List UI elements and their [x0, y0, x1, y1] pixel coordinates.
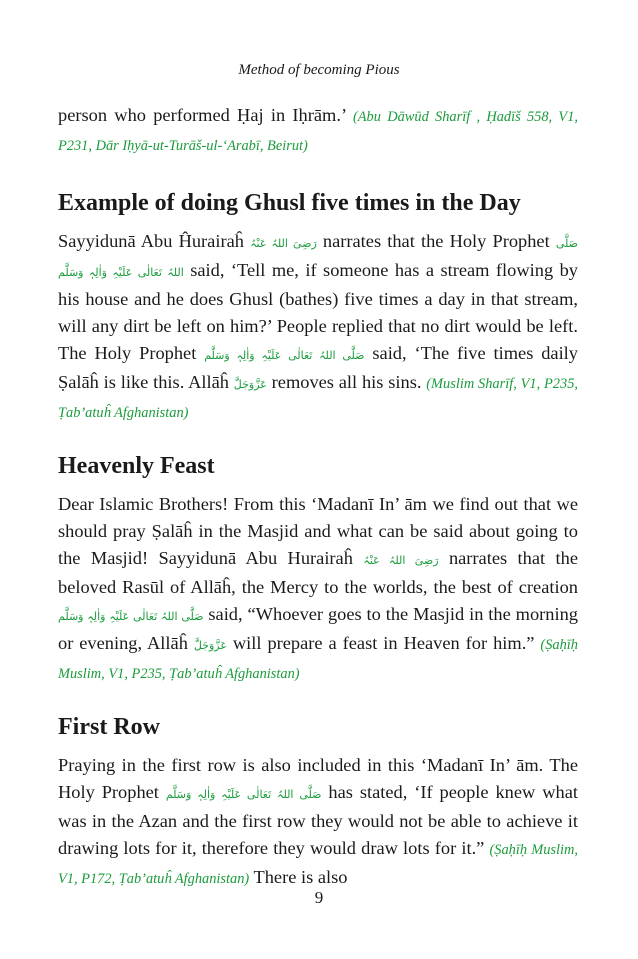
arabic-salutation: رَضِیَ اللہُ عَنْہُ — [363, 554, 439, 567]
arabic-salutation: عَزَّوَجَلَّ — [193, 639, 227, 652]
reference: (Ṣaḥīḥ Muslim, V1, P235, Ṭab’atuĥ Afghanistan) — [58, 637, 578, 682]
text: There is also — [249, 867, 348, 887]
text: will prepare a feast in Heaven for him.” — [226, 633, 541, 653]
text: Dear Islamic Brothers! From this ‘Madanī In’ ām we find out that we should pray Ṣalāĥ in the Masjid and what can be said about going to the Masjid! Sayyidunā Abu Hurairaĥ — [58, 494, 578, 568]
running-head: Method of becoming Pious — [238, 62, 400, 78]
heading-ghusl: Example of doing Ghusl five times in the Day — [58, 190, 521, 216]
paragraph-first-row — [58, 752, 578, 893]
text: person who performed Ḥaj in Iḥrām.’ — [58, 105, 353, 125]
text: said, ‘The five times daily Ṣalāĥ is like this. Allāĥ — [58, 343, 578, 392]
arabic-salutation: رَضِیَ اللہُ عَنْہُ — [250, 237, 317, 250]
text: narrates that the Holy Prophet — [316, 231, 556, 251]
arabic-salutation: صَلَّی اللہُ تَعَالٰی عَلَیْہِ وَاٰلِہٖ وَسَلَّم — [165, 788, 322, 801]
page-body — [58, 102, 578, 893]
reference: (Ṣaḥīḥ Muslim, V1, P172, Ṭab’atuĥ Afghanistan) — [58, 842, 578, 887]
arabic-salutation: صَلَّی اللہُ تَعَالٰی عَلَیْہِ وَاٰلِہٖ وَسَلَّم — [204, 349, 365, 362]
text: narrates that the beloved Rasūl of Allāĥ, the Mercy to the worlds, the best of creation — [58, 548, 578, 597]
paragraph-heavenly-feast — [58, 491, 578, 688]
page-number: 9 — [314, 888, 324, 907]
text: removes all his sins. — [266, 372, 427, 392]
arabic-salutation: صَلَّی اللہُ تَعَالٰی عَلَیْہِ وَاٰلِہٖ وَسَلَّم — [58, 237, 578, 279]
paragraph-continued — [58, 102, 578, 160]
arabic-salutation: عَزَّوَجَلَّ — [233, 378, 267, 391]
text: has stated, ‘If people knew what was in the Azan and the first row they would not be able to achieve it drawing lots for it, therefore they would draw lots for it.” — [58, 782, 578, 858]
arabic-salutation: صَلَّی اللہُ تَعَالٰی عَلَیْہِ وَاٰلِہٖ وَسَلَّم — [58, 610, 204, 623]
text: said, ‘Tell me, if someone has a stream flowing by his house and he does Ghusl (bathes) five times a day in that stream, will any dirt be left on him?’ People replied that no dirt would be left. The Holy Prophet — [58, 260, 578, 363]
heading-first-row: First Row — [58, 714, 160, 740]
reference: (Abu Dāwūd Sharīf , Ḥadīš 558, V1, P231, Dār Iḥyā-ut-Turāš-ul-‘Arabī, Beirut) — [58, 109, 578, 154]
text: Praying in the first row is also included in this ‘Madanī In’ ām. The Holy Prophet — [58, 755, 578, 802]
paragraph-ghusl — [58, 228, 578, 427]
heading-heavenly-feast: Heavenly Feast — [58, 453, 215, 479]
reference: (Muslim Sharīf, V1, P235, Ṭab’atuĥ Afghanistan) — [58, 376, 578, 421]
text: said, “Whoever goes to the Masjid in the morning or evening, Allāĥ — [58, 604, 578, 653]
text: Sayyidunā Abu Ĥurairaĥ — [58, 231, 251, 251]
